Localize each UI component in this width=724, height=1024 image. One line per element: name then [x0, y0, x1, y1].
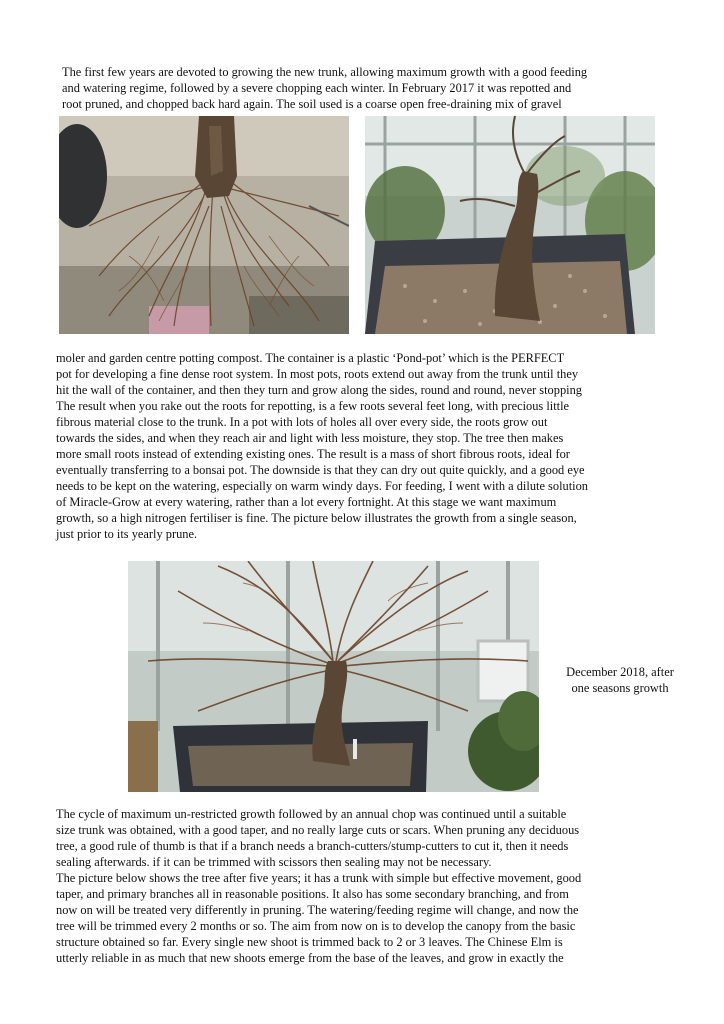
- text-line: fibrous material close to the trunk. In a pot with lots of holes all over every side, the roots grow out: [56, 415, 548, 429]
- text-line: just prior to its yearly prune.: [56, 527, 198, 541]
- text-line: hit the wall of the container, and then they turn and grow along the sides, round and round, never stopping: [56, 383, 582, 397]
- text-line: sealing afterwards. if it can be trimmed with scissors then sealing may not be necessary.: [56, 855, 492, 869]
- photo-caption: [545, 664, 695, 696]
- text-line: The first few years are devoted to growing the new trunk, allowing maximum growth with a good feeding: [62, 65, 588, 79]
- text-line: needs to be kept on the watering, especially on warm windy days. For feeding, I went with a dilute solution: [56, 479, 588, 493]
- text-line: tree will be trimmed every 2 months or so. The aim from now on is to develop the canopy from the basic: [56, 919, 576, 933]
- intro-paragraph: [62, 64, 692, 112]
- season-growth-photo: [128, 561, 539, 792]
- text-line: towards the sides, and when they reach air and light with less moisture, they stop. The tree then makes: [56, 431, 564, 445]
- text-line: The cycle of maximum un-restricted growth followed by an annual chop was continued until a suitable: [56, 807, 567, 821]
- text-line: growth, so a high nitrogen fertiliser is fine. The picture below illustrates the growth from a single season,: [56, 511, 577, 525]
- text-line: The picture below shows the tree after five years; it has a trunk with simple but effective movement, good: [56, 871, 582, 885]
- text-line: and watering regime, followed by a severe chopping each winter. In February 2017 it was repotted and: [62, 81, 572, 95]
- text-line: tree, a good rule of thumb is that if a branch needs a branch-cutters/stump-cutters to cut it, then it needs: [56, 839, 569, 853]
- text-line: utterly reliable in as much that new shoots emerge from the base of the leaves, and grow in exactly the: [56, 951, 564, 965]
- text-line: taper, and primary branches all in reasonable positions. It also has some secondary branching, and from: [56, 887, 569, 901]
- text-line: size trunk was obtained, with a good taper, and no really large cuts or scars. When pruning any deciduous: [56, 823, 580, 837]
- pond-pot-paragraph: [56, 350, 696, 542]
- text-line: now on will be treated very differently in pruning. The watering/feeding regime will change, and now the: [56, 903, 579, 917]
- text-line: more small roots instead of extending existing ones. The result is a mass of short fibrous roots, ideal for: [56, 447, 570, 461]
- pruning-cycle-paragraph: [56, 806, 696, 966]
- root-ball-photo: [59, 116, 349, 334]
- text-line: moler and garden centre potting compost. The container is a plastic ‘Pond-pot’ which is the PERFECT: [56, 351, 565, 365]
- text-line: structure obtained so far. Every single new shoot is trimmed back to 2 or 3 leaves. The Chinese Elm is: [56, 935, 563, 949]
- repotted-tree-photo: [365, 116, 655, 334]
- text-line: eventually transferring to a bonsai pot. The downside is that they can dry out quite quickly, and a good eye: [56, 463, 585, 477]
- text-line: of Miracle-Grow at every watering, rather than a lot every fortnight. At this stage we want maximum: [56, 495, 557, 509]
- text-line: The result when you rake out the roots for repotting, is a few roots several feet long, with precious little: [56, 399, 570, 413]
- caption-line: one seasons growth: [571, 681, 669, 695]
- text-line: pot for developing a fine dense root system. In most pots, roots extend out away from the trunk until they: [56, 367, 579, 381]
- text-line: root pruned, and chopped back hard again. The soil used is a coarse open free-draining mix of gravel: [62, 97, 562, 111]
- caption-line: December 2018, after: [566, 665, 674, 679]
